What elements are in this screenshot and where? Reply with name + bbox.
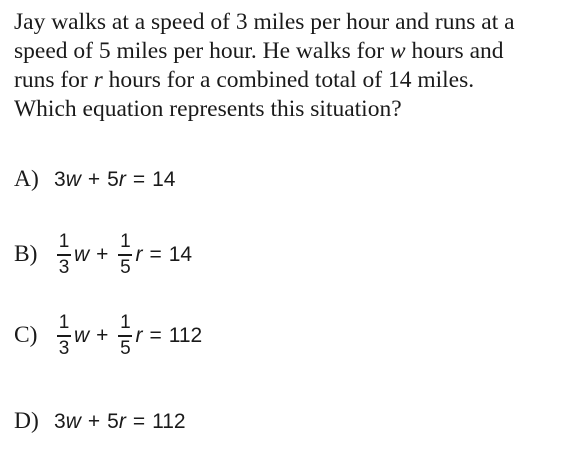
choice-c-letter: C)	[14, 322, 38, 349]
variable-w: w	[389, 38, 406, 64]
choice-b-rhs: 14	[168, 242, 193, 266]
choice-a-var1: w	[65, 167, 81, 191]
question-line-3	[14, 66, 559, 95]
question-line-2-end: hours and	[405, 38, 504, 64]
question-line-3-start: runs for	[14, 67, 94, 93]
choice-d-coef1: 3	[54, 409, 66, 433]
choice-a-plus: +	[87, 167, 101, 191]
choice-b-plus: +	[96, 242, 109, 266]
choice-a-coef2: 5	[107, 167, 119, 191]
choice-c-var1: w	[74, 323, 90, 347]
choice-d[interactable]	[14, 408, 186, 435]
choice-d-equals: =	[132, 409, 146, 433]
fraction-bar	[57, 335, 71, 337]
choice-d-rhs: 112	[152, 409, 186, 433]
choice-b[interactable]	[14, 232, 192, 278]
fraction-bar	[57, 254, 71, 256]
choice-a-var2: r	[118, 167, 126, 191]
choice-c-plus: +	[96, 323, 109, 347]
fraction-bar	[118, 335, 132, 337]
choice-d-plus: +	[87, 409, 101, 433]
question-line-3-end: hours for a combined total of 14 miles.	[102, 67, 475, 93]
variable-r: r	[93, 67, 103, 93]
choice-d-letter: D)	[14, 408, 39, 434]
choice-b-var2: r	[135, 242, 143, 266]
question-line-2	[14, 37, 559, 66]
choice-a[interactable]	[14, 166, 175, 193]
choice-d-equation	[54, 410, 186, 434]
choice-a-rhs: 14	[152, 167, 176, 191]
choice-a-letter: A)	[14, 166, 39, 192]
question-line-1: Jay walks at a speed of 3 miles per hour and runs at a	[14, 9, 515, 35]
choice-a-coef1: 3	[54, 167, 66, 191]
choice-c[interactable]	[14, 313, 202, 359]
choice-b-numerator-1: 1	[58, 231, 70, 252]
choice-d-var2: r	[118, 409, 126, 433]
choice-b-numerator-2: 1	[120, 231, 131, 252]
choice-d-var1: w	[65, 409, 81, 433]
choice-c-denominator-1: 3	[58, 337, 70, 359]
choice-d-coef2: 5	[107, 409, 119, 433]
choice-c-fraction-1	[57, 313, 71, 359]
choice-b-equation	[54, 232, 192, 278]
fraction-bar	[118, 254, 132, 256]
choice-a-equation	[54, 168, 175, 192]
choice-c-fraction-2	[118, 313, 132, 359]
choice-c-equals: =	[149, 323, 162, 347]
question-line-2-start: speed of 5 miles per hour. He walks for	[14, 38, 390, 64]
choice-b-var1: w	[74, 242, 90, 266]
choice-c-numerator-1: 1	[58, 312, 70, 333]
question-line-4: Which equation represents this situation?	[14, 96, 402, 122]
choice-c-equation	[54, 313, 202, 359]
choice-a-equals: =	[132, 167, 146, 191]
question-text	[14, 8, 559, 124]
choice-b-denominator-2: 5	[120, 256, 131, 278]
choice-c-denominator-2: 5	[120, 337, 131, 359]
choice-b-equals: =	[149, 242, 162, 266]
choice-b-fraction-2	[118, 232, 132, 278]
choice-c-rhs: 112	[168, 323, 203, 347]
choice-c-var2: r	[135, 323, 143, 347]
choice-c-numerator-2: 1	[120, 312, 131, 333]
choice-b-denominator-1: 3	[58, 256, 70, 278]
choice-b-letter: B)	[14, 241, 38, 268]
choice-b-fraction-1	[57, 232, 71, 278]
